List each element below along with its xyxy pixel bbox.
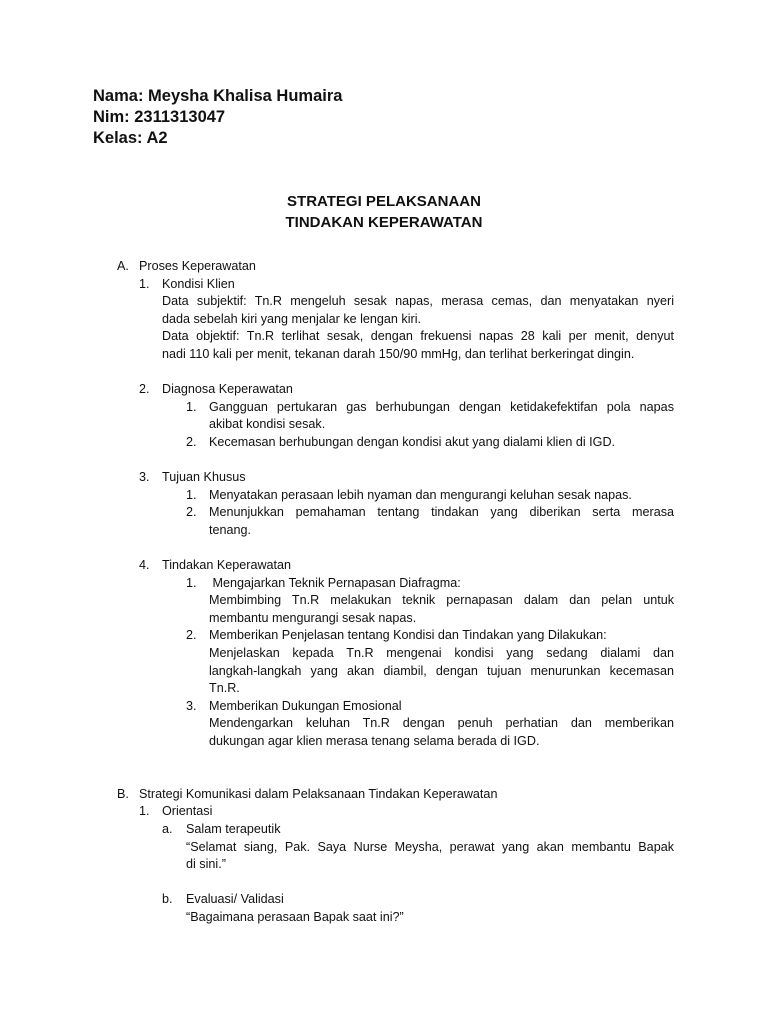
kondisi-objektif-row-1 [0,328,768,346]
diagnosa-item-1-marker: 1. [186,399,197,414]
salam-row-2 [0,856,768,874]
student-nim: Nim: 2311313047 [93,108,226,126]
diagnosa-item-1-line-2: akibat kondisi sesak. [209,417,326,432]
tindakan-item-1 [0,575,768,593]
diagnosa-heading [0,381,768,399]
orientasi-heading [0,803,768,821]
orientasi-marker: 1. [139,804,150,819]
tindakan-heading [0,557,768,575]
kondisi-subjektif-row-1 [0,293,768,311]
evaluasi-row-1 [0,909,768,927]
diagnosa-item-1 [0,399,768,417]
section-b-heading [0,786,768,804]
tujuan-item-2 [0,504,768,522]
tujuan-item-2-line-1: Menunjukkan pemahaman tentang tindakan yang diberikan serta merasa [209,505,674,520]
salam-label: Salam terapeutik [186,822,281,836]
kondisi-objektif-row-2 [0,346,768,364]
spacer [0,452,768,470]
tindakan-item-1-line-2: membantu mengurangi sesak napas. [209,610,417,625]
document-body [0,258,768,927]
tujuan-item-1-line-1: Menyatakan perasaan lebih nyaman dan mengurangi keluhan sesak napas. [209,487,632,502]
kondisi-objektif-line-2: nadi 110 kali per menit, tekanan darah 150/90 mmHg, dan terlihat berkeringat dingin. [162,346,635,361]
tindakan-item-3-line-2: dukungan agar klien merasa tenang selama berada di IGD. [209,734,540,749]
section-a-heading [0,258,768,276]
tindakan-item-3-row-2 [0,715,768,733]
tindakan-item-1-row-2 [0,592,768,610]
tindakan-item-1-marker: 1. [186,575,197,590]
tindakan-item-2-row-4 [0,680,768,698]
tujuan-label: Tujuan Khusus [162,470,246,485]
tindakan-item-2-row-3 [0,663,768,681]
tindakan-item-2-row-2 [0,645,768,663]
orientasi-label: Orientasi [162,804,213,819]
tindakan-label: Tindakan Keperawatan [162,558,292,573]
tindakan-item-3 [0,698,768,716]
tindakan-item-2-line-2: langkah-langkah yang akan diambil, dengan tujuan menurunkan kecemasan [209,663,674,678]
section-a-marker: A. [117,259,129,273]
tindakan-marker: 4. [139,558,150,573]
salam-marker: a. [162,822,173,836]
spacer [0,540,768,558]
title-line-1: STRATEGI PELAKSANAAN [287,193,481,210]
diagnosa-marker: 2. [139,382,150,397]
section-b-marker: B. [117,786,129,801]
tindakan-item-2-heading: Memberikan Penjelasan tentang Kondisi dan Tindakan yang Dilakukan: [209,628,607,643]
salam-line-2: di sini.” [186,857,226,872]
spacer [0,364,768,382]
tindakan-item-3-heading: Memberikan Dukungan Emosional [209,698,402,713]
tindakan-item-1-row-3 [0,610,768,628]
kondisi-objektif-line-1: Data objektif: Tn.R terlihat sesak, dengan frekuensi napas 28 kali per menit, denyut [162,329,674,344]
tindakan-item-2-line-3: Tn.R. [209,681,240,696]
kondisi-subjektif-row-2 [0,311,768,329]
salam-line-1: “Selamat siang, Pak. Saya Nurse Meysha, perawat yang akan membantu Bapak [186,839,674,854]
diagnosa-item-1-line-1: Gangguan pertukaran gas berhubungan dengan ketidakefektifan pola napas [209,399,674,414]
tujuan-item-2-line-2: tenang. [209,522,252,537]
tindakan-item-2-line-1: Menjelaskan kepada Tn.R mengenai kondisi yang sedang dialami dan [209,646,674,661]
evaluasi-heading [0,891,768,909]
student-header [93,86,342,149]
kondisi-marker: 1. [139,276,150,291]
section-a-label: Proses Keperawatan [139,259,256,273]
spacer [0,874,768,892]
student-name: Nama: Meysha Khalisa Humaira [93,87,343,105]
diagnosa-item-2-line-1: Kecemasan berhubungan dengan kondisi akut yang dialami klien di IGD. [209,434,616,449]
tindakan-item-1-line-1: Membimbing Tn.R melakukan teknik pernapasan dalam dan pelan untuk [209,593,674,608]
section-b-label: Strategi Komunikasi dalam Pelaksanaan Tindakan Keperawatan [139,786,498,801]
evaluasi-label: Evaluasi/ Validasi [186,892,284,907]
tindakan-item-3-row-3 [0,733,768,751]
salam-row-1 [0,839,768,857]
kondisi-heading [0,276,768,294]
spacer [0,751,768,769]
kondisi-label: Kondisi Klien [162,276,235,291]
tujuan-item-2-marker: 2. [186,505,197,520]
tindakan-item-2-marker: 2. [186,628,197,643]
evaluasi-marker: b. [162,892,173,907]
tujuan-item-2-row-2 [0,522,768,540]
tindakan-item-3-marker: 3. [186,698,197,713]
kondisi-subjektif-line-2: dada sebelah kiri yang menjalar ke lengan kiri. [162,311,422,326]
document-title [0,191,768,233]
tujuan-heading [0,469,768,487]
diagnosa-label: Diagnosa Keperawatan [162,382,293,397]
tujuan-marker: 3. [139,470,150,485]
student-class: Kelas: A2 [93,129,168,147]
diagnosa-item-2-marker: 2. [186,434,197,449]
tindakan-item-1-heading: Mengajarkan Teknik Pernapasan Diafragma: [209,575,461,590]
kondisi-subjektif-line-1: Data subjektif: Tn.R mengeluh sesak napas, merasa cemas, dan menyatakan nyeri [162,294,674,309]
tujuan-item-1 [0,487,768,505]
evaluasi-line-1: “Bagaimana perasaan Bapak saat ini?” [186,909,404,924]
tindakan-item-2 [0,627,768,645]
tujuan-item-1-marker: 1. [186,487,197,502]
diagnosa-item-1-row-2 [0,416,768,434]
diagnosa-item-2 [0,434,768,452]
spacer [0,768,768,786]
title-line-2: TINDAKAN KEPERAWATAN [285,214,483,231]
salam-heading [0,821,768,839]
tindakan-item-3-line-1: Mendengarkan keluhan Tn.R dengan penuh perhatian dan memberikan [209,716,674,731]
